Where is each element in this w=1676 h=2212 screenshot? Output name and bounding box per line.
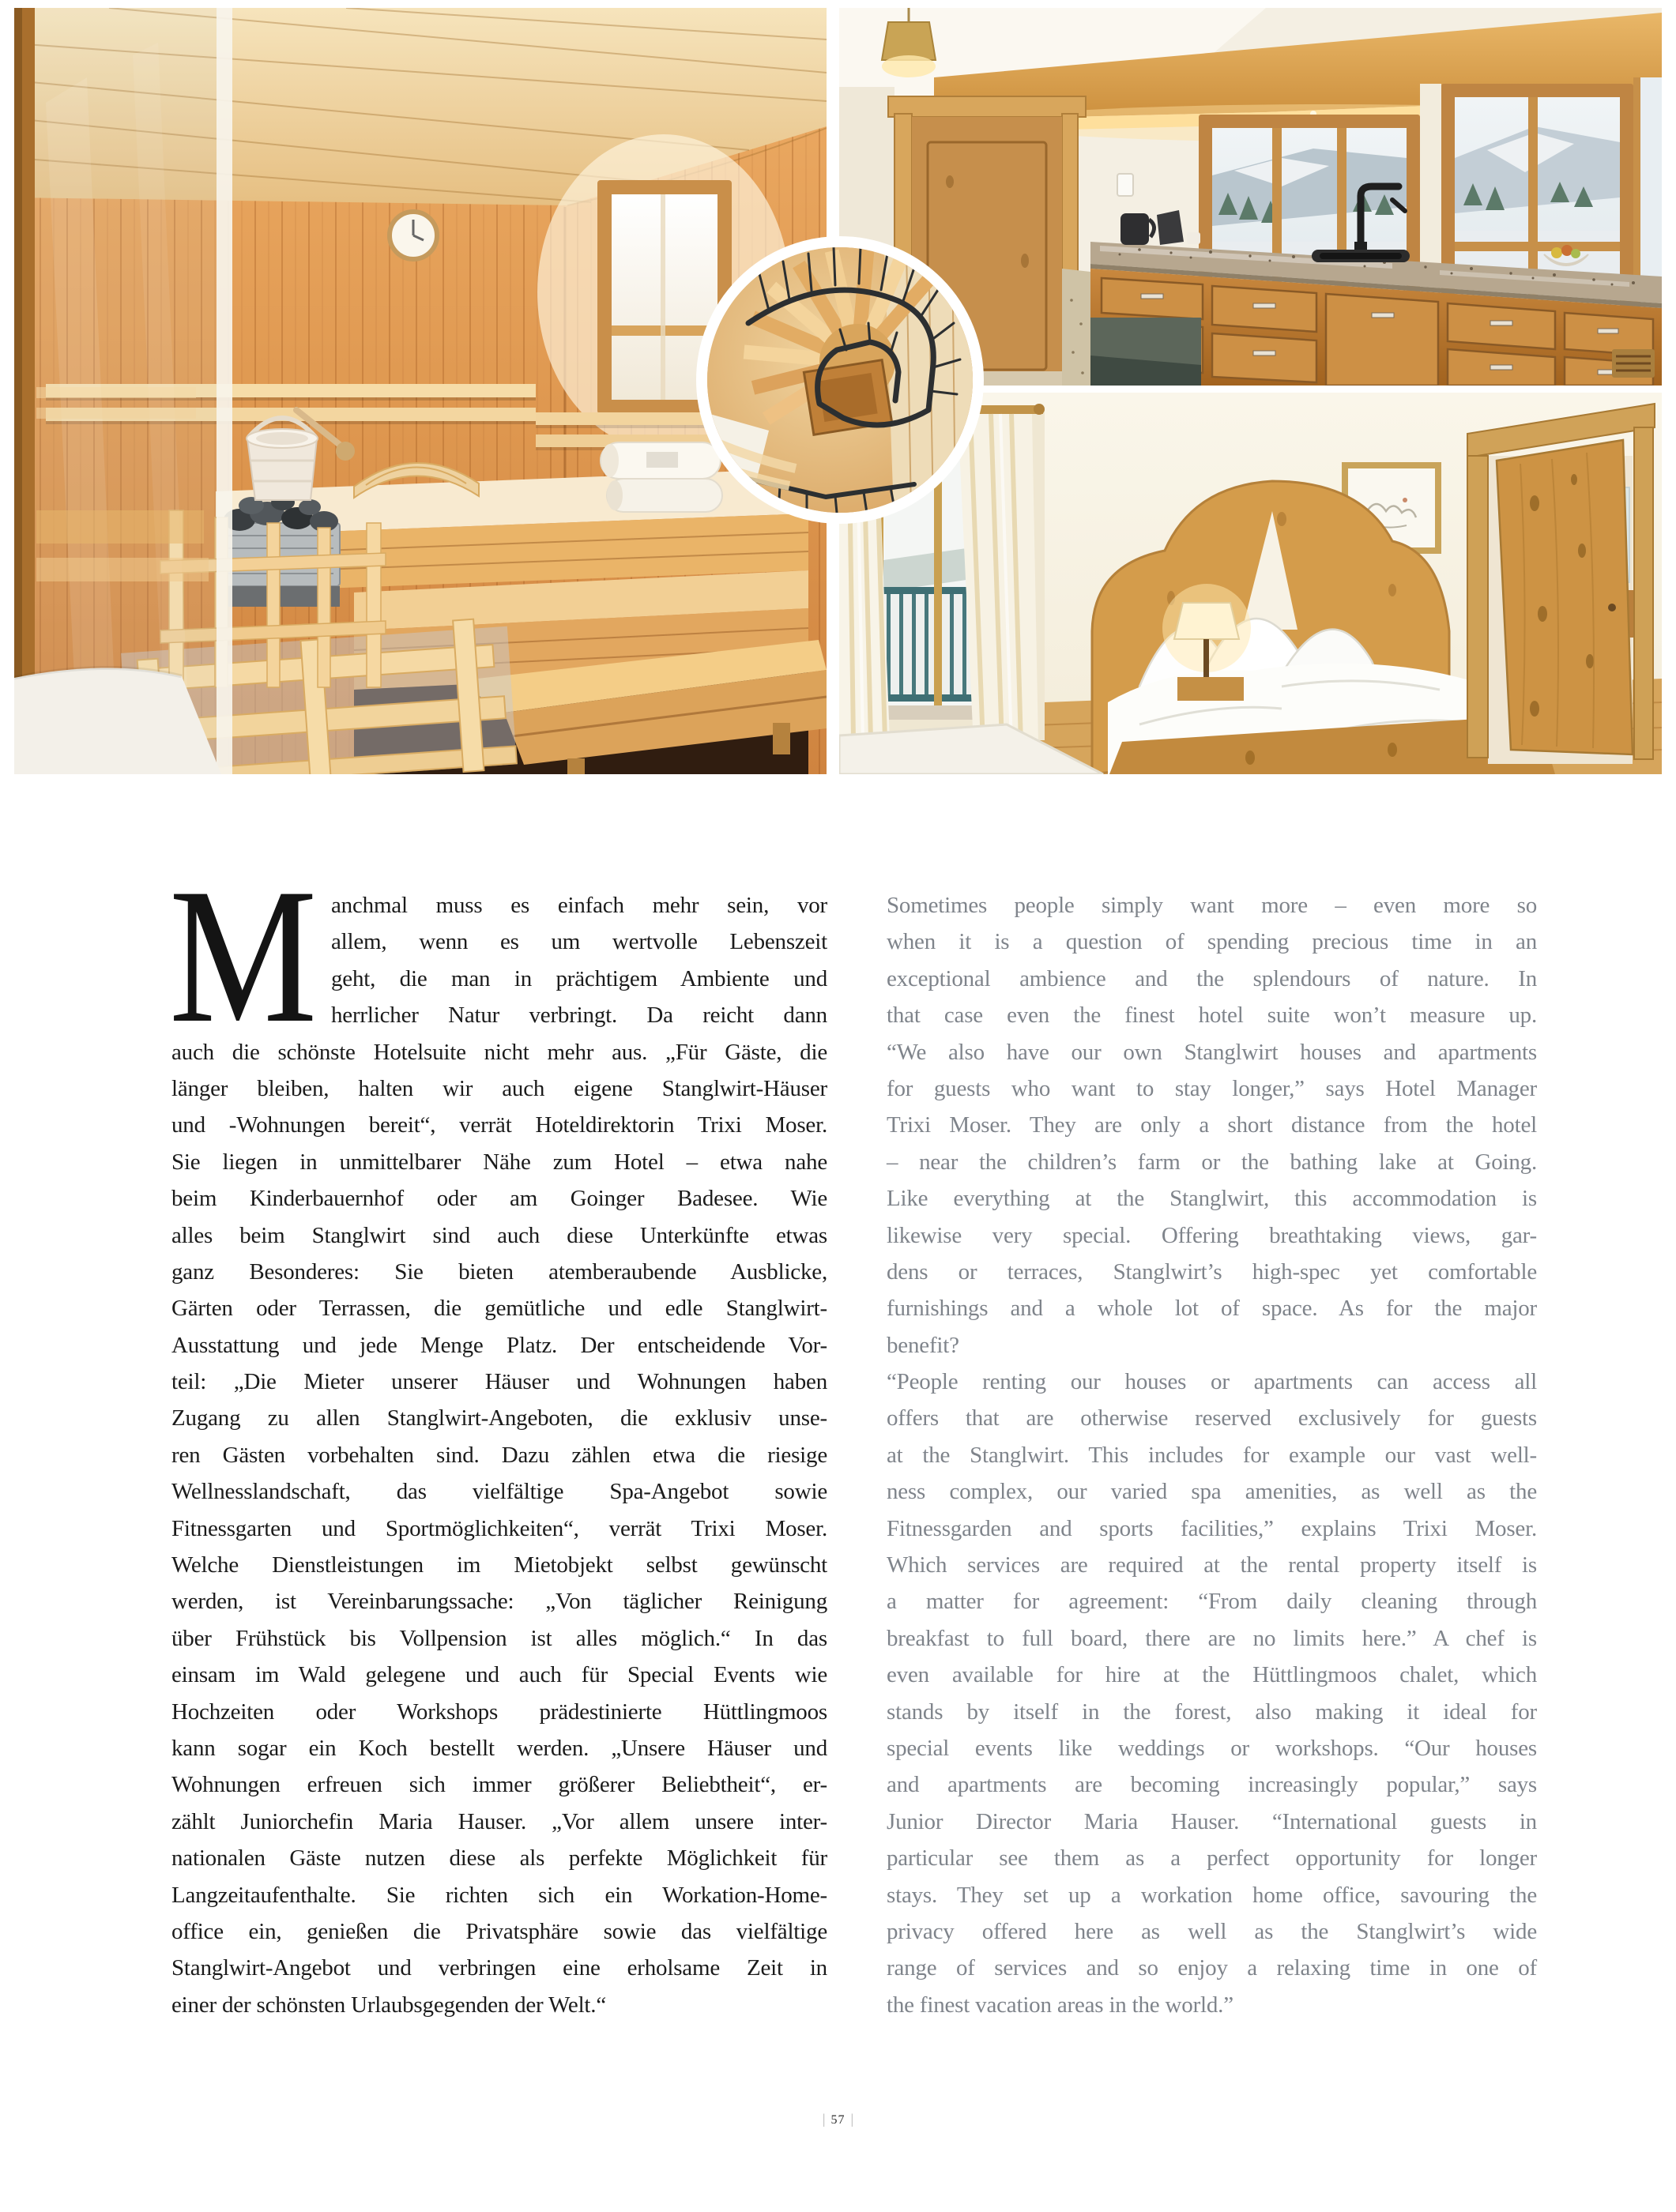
text-line: Fitnessgarden and sports facilities,” explains Trixi Moser.: [887, 1515, 1537, 1541]
text-line: länger bleiben, halten wir auch eigene Stanglwirt-Häuser: [171, 1075, 827, 1101]
column-english: [887, 887, 1537, 2023]
staircase-inset-illustration: [707, 247, 973, 513]
text-line: “People renting our houses or apartments can access all: [887, 1369, 1537, 1395]
text-line: geht, die man in prächtigem Ambiente und: [331, 965, 827, 991]
text-line: anchmal muss es einfach mehr sein, vor: [331, 893, 827, 918]
text-line: und -Wohnungen bereit“, verrät Hoteldirektorin Trixi Moser.: [171, 1112, 827, 1138]
text-line: special events like weddings or workshops. “Our houses: [887, 1735, 1537, 1761]
text-line: when it is a question of spending precious time in an: [887, 929, 1537, 955]
sauna-clock: [390, 212, 437, 259]
light-switch: [1117, 174, 1133, 196]
text-line: allem, wenn es um wertvolle Lebenszeit: [331, 929, 827, 955]
text-line: Zugang zu allen Stanglwirt-Angeboten, die exklusiv unse-: [171, 1405, 827, 1431]
text-line: office ein, genießen die Privatsphäre sowie das vielfältige: [171, 1918, 827, 1944]
text-line: auch die schönste Hotelsuite nicht mehr aus. „Für Gäste, die: [171, 1039, 827, 1065]
text-line: the finest vacation areas in the world.”: [887, 1992, 1233, 2018]
text-line: – near the children’s farm or the bathing lake at Going.: [887, 1149, 1537, 1175]
text-line: even available for hire at the Hüttlingmoos chalet, which: [887, 1662, 1537, 1688]
page-number-bar-right: |: [850, 2111, 854, 2127]
spiral-staircase-inset: [696, 236, 984, 524]
text-line: teil: „Die Mieter unserer Häuser und Wohnungen haben: [171, 1369, 827, 1395]
text-line: for guests who want to stay longer,” says Hotel Manager: [887, 1075, 1537, 1101]
vent-grille: [1612, 349, 1655, 378]
text-line: privacy offered here as well as the Stanglwirt’s wide: [887, 1918, 1537, 1944]
text-line: Trixi Moser. They are only a short distance from the hotel: [887, 1112, 1537, 1138]
text-line: that case even the finest hotel suite won’t measure up.: [887, 1003, 1537, 1029]
text-line: stands by itself in the forest, also making it ideal for: [887, 1698, 1537, 1725]
text-line: dens or terraces, Stanglwirt’s high-spec yet comfortable: [887, 1258, 1537, 1285]
text-line: furnishings and a whole lot of space. As for the major: [887, 1296, 1537, 1322]
text-line: zählt Juniorchefin Maria Hauser. „Vor allem unsere inter-: [171, 1808, 827, 1834]
text-line: Gärten oder Terrassen, die gemütliche und edle Stanglwirt-: [171, 1296, 827, 1322]
text-line: werden, ist Vereinbarungssache: „Von täglicher Reinigung: [171, 1589, 827, 1615]
text-line: range of services and so enjoy a relaxing time in one of: [887, 1955, 1537, 1981]
text-line: Junior Director Maria Hauser. “International guests in: [887, 1808, 1537, 1834]
text-line: Which services are required at the rental property itself is: [887, 1552, 1537, 1578]
text-line: offers that are otherwise reserved exclusively for guests: [887, 1405, 1537, 1431]
text-line: Sometimes people simply want more – even more so: [887, 893, 1537, 918]
kitchen-sink: [1312, 250, 1410, 262]
text-line: breakfast to full board, there are no limits here.” A chef is: [887, 1625, 1537, 1651]
text-line: einsam im Wald gelegene und auch für Special Events wie: [171, 1662, 827, 1688]
text-line: ness complex, our varied spa amenities, as well as the: [887, 1479, 1537, 1505]
sauna-glass-wall: [14, 8, 232, 774]
page-number-value: 57: [830, 2113, 846, 2127]
text-line: likewise very special. Offering breathtaking views, gar-: [887, 1222, 1537, 1248]
text-line: Wellnesslandschaft, das vielfältige Spa-Angebot sowie: [171, 1479, 827, 1505]
text-line: Ausstattung und jede Menge Platz. Der entscheidende Vor-: [171, 1332, 827, 1358]
text-line: Wohnungen erfreuen sich immer größerer Beliebtheit“, er-: [171, 1772, 827, 1798]
page-number-bar-left: |: [822, 2111, 826, 2127]
text-line: and apartments are becoming increasingly popular,” says: [887, 1772, 1537, 1798]
text-line: über Frühstück bis Vollpension ist alles möglich.“ In das: [171, 1625, 827, 1651]
text-line: particular see them as a perfect opportunity for longer: [887, 1845, 1537, 1872]
text-line: Welche Dienstleistungen im Mietobjekt selbst gewünscht: [171, 1552, 827, 1578]
text-line: ganz Besonderes: Sie bieten atemberaubende Ausblicke,: [171, 1258, 827, 1285]
text-line: alles beim Stanglwirt sind auch diese Unterkünfte etwas: [171, 1222, 827, 1248]
text-line: Langzeitaufenthalte. Sie richten sich ein Workation-Home-: [171, 1882, 827, 1908]
bedroom-door: [1467, 404, 1655, 764]
page-number: [0, 2111, 1676, 2127]
sauna-towels: [601, 442, 722, 512]
text-line: Stanglwirt-Angebot und verbringen eine erholsame Zeit in: [171, 1955, 827, 1981]
text-line: Hochzeiten oder Workshops prädestinierte Hüttlingmoos: [171, 1698, 827, 1725]
text-line: Sie liegen in unmittelbarer Nähe zum Hotel – etwa nahe: [171, 1149, 827, 1175]
text-line: “We also have our own Stanglwirt houses and apartments: [887, 1039, 1537, 1065]
text-line: herrlicher Natur verbringt. Da reicht dann: [331, 1003, 827, 1029]
text-line: stays. They set up a workation home office, savouring the: [887, 1882, 1537, 1908]
text-line: kann sogar ein Koch bestellt werden. „Unsere Häuser und: [171, 1735, 827, 1761]
text-line: benefit?: [887, 1332, 959, 1358]
text-line: exceptional ambience and the splendours of nature. In: [887, 965, 1537, 991]
text-line: nationalen Gäste nutzen diese als perfekte Möglichkeit für: [171, 1845, 827, 1872]
text-line: Like everything at the Stanglwirt, this accommodation is: [887, 1186, 1537, 1212]
text-line: beim Kinderbauernhof oder am Goinger Badesee. Wie: [171, 1186, 827, 1212]
text-line: a matter for agreement: “From daily cleaning through: [887, 1589, 1537, 1615]
text-line: at the Stanglwirt. This includes for example our vast well-: [887, 1442, 1537, 1468]
text-line: Fitnessgarten und Sportmöglichkeiten“, verrät Trixi Moser.: [171, 1515, 827, 1541]
text-line: ren Gästen vorbehalten sind. Dazu zählen etwa die riesige: [171, 1442, 827, 1468]
text-line: einer der schönsten Urlaubsgegenden der Welt.“: [171, 1992, 606, 2018]
drop-cap: M: [169, 848, 318, 1063]
